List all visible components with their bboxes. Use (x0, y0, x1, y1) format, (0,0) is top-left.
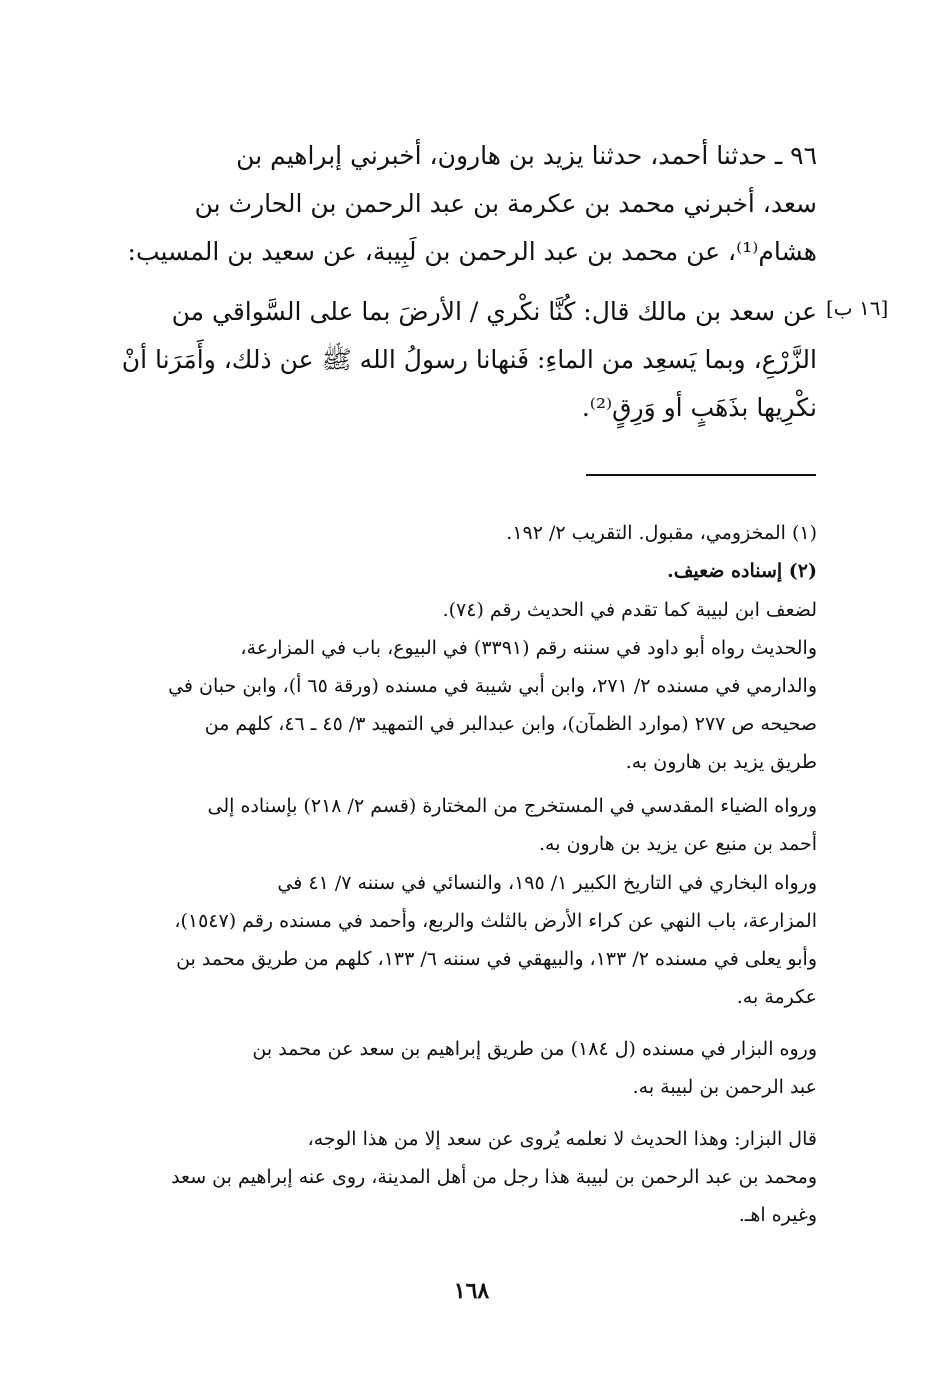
main-text-line: عن سعد بن مالك قال: كُنَّا نكْري / الأرضَ بما على السَّواقي من (171, 297, 817, 326)
main-text-line: نكْرِيها بذَهَبٍ أو وَرِقٍ⁽²⁾. (581, 393, 817, 422)
footnote-line: ورواه البخاري في التاريخ الكبير ١/ ١٩٥، والنسائي في سننه ٧/ ٤١ في (277, 872, 817, 894)
footnote-line: (٢) إسناده ضعيف. (667, 560, 817, 582)
main-text-line: هشام⁽¹⁾، عن محمد بن عبد الرحمن بن لَبِيبة، عن سعيد بن المسيب: (127, 237, 817, 266)
footnote-line: لضعف ابن لبيبة كما تقدم في الحديث رقم (٧٤). (442, 599, 817, 621)
footnote-line: المزارعة، باب النهي عن كراء الأرض بالثلث والربع، وأحمد في مسنده رقم (١٥٤٧)، (174, 910, 817, 932)
footnote-line: والدارمي في مسنده ٢/ ٢٧١، وابن أبي شيبة في مسنده (ورقة ٦٥ أ)، وابن حبان في (168, 675, 817, 697)
main-text-line: ٩٦ ـ حدثنا أحمد، حدثنا يزيد بن هارون، أخبرني إبراهيم بن (236, 141, 817, 170)
main-text-line: سعد، أخبرني محمد بن عكرمة بن عبد الرحمن بن الحارث بن (194, 189, 817, 218)
page-number: ١٦٨ (453, 1278, 490, 1304)
footnote-line: (١) المخزومي، مقبول. التقريب ٢/ ١٩٢. (506, 522, 817, 544)
footnote-separator (586, 474, 816, 476)
footnote-line: صحيحه ص ٢٧٧ (موارد الظمآن)، وابن عبدالبر في التمهيد ٣/ ٤٥ ـ ٤٦، كلهم من (204, 713, 817, 735)
footnote-line: أحمد بن منيع عن يزيد بن هارون به. (539, 833, 817, 855)
main-text-line: الزَّرْعِ، وبما يَسعِد من الماءِ: فَنهانا رسولُ الله ﷺ عن ذلك، وأَمَرَنا أنْ (121, 345, 817, 374)
footnote-line: عبد الرحمن بن لبيبة به. (632, 1076, 817, 1098)
footnote-line: والحديث رواه أبو داود في سننه رقم (٣٣٩١) في البيوع، باب في المزارعة، (240, 637, 817, 659)
footnote-line: قال البزار: وهذا الحديث لا نعلمه يُروى عن سعد إلا من هذا الوجه، (307, 1128, 817, 1150)
manuscript-folio-note: [١٦ ب] (826, 296, 889, 320)
footnote-line: عكرمة به. (736, 986, 817, 1008)
footnote-line: وروه البزار في مسنده (ل ١٨٤) من طريق إبراهيم بن سعد عن محمد بن (252, 1038, 817, 1060)
footnote-line: طريق يزيد بن هارون به. (625, 751, 817, 773)
footnote-line: وغيره اهـ. (738, 1204, 817, 1226)
footnote-line: ومحمد بن عبد الرحمن بن لبيبة هذا رجل من أهل المدينة، روى عنه إبراهيم بن سعد (171, 1166, 817, 1188)
footnote-line: ورواه الضياء المقدسي في المستخرج من المختارة (قسم ٢/ ٢١٨) بإسناده إلى (207, 795, 817, 817)
footnote-line: وأبو يعلى في مسنده ٢/ ١٣٣، والبيهقي في سننه ٦/ ١٣٣، كلهم من طريق محمد بن (176, 948, 817, 970)
